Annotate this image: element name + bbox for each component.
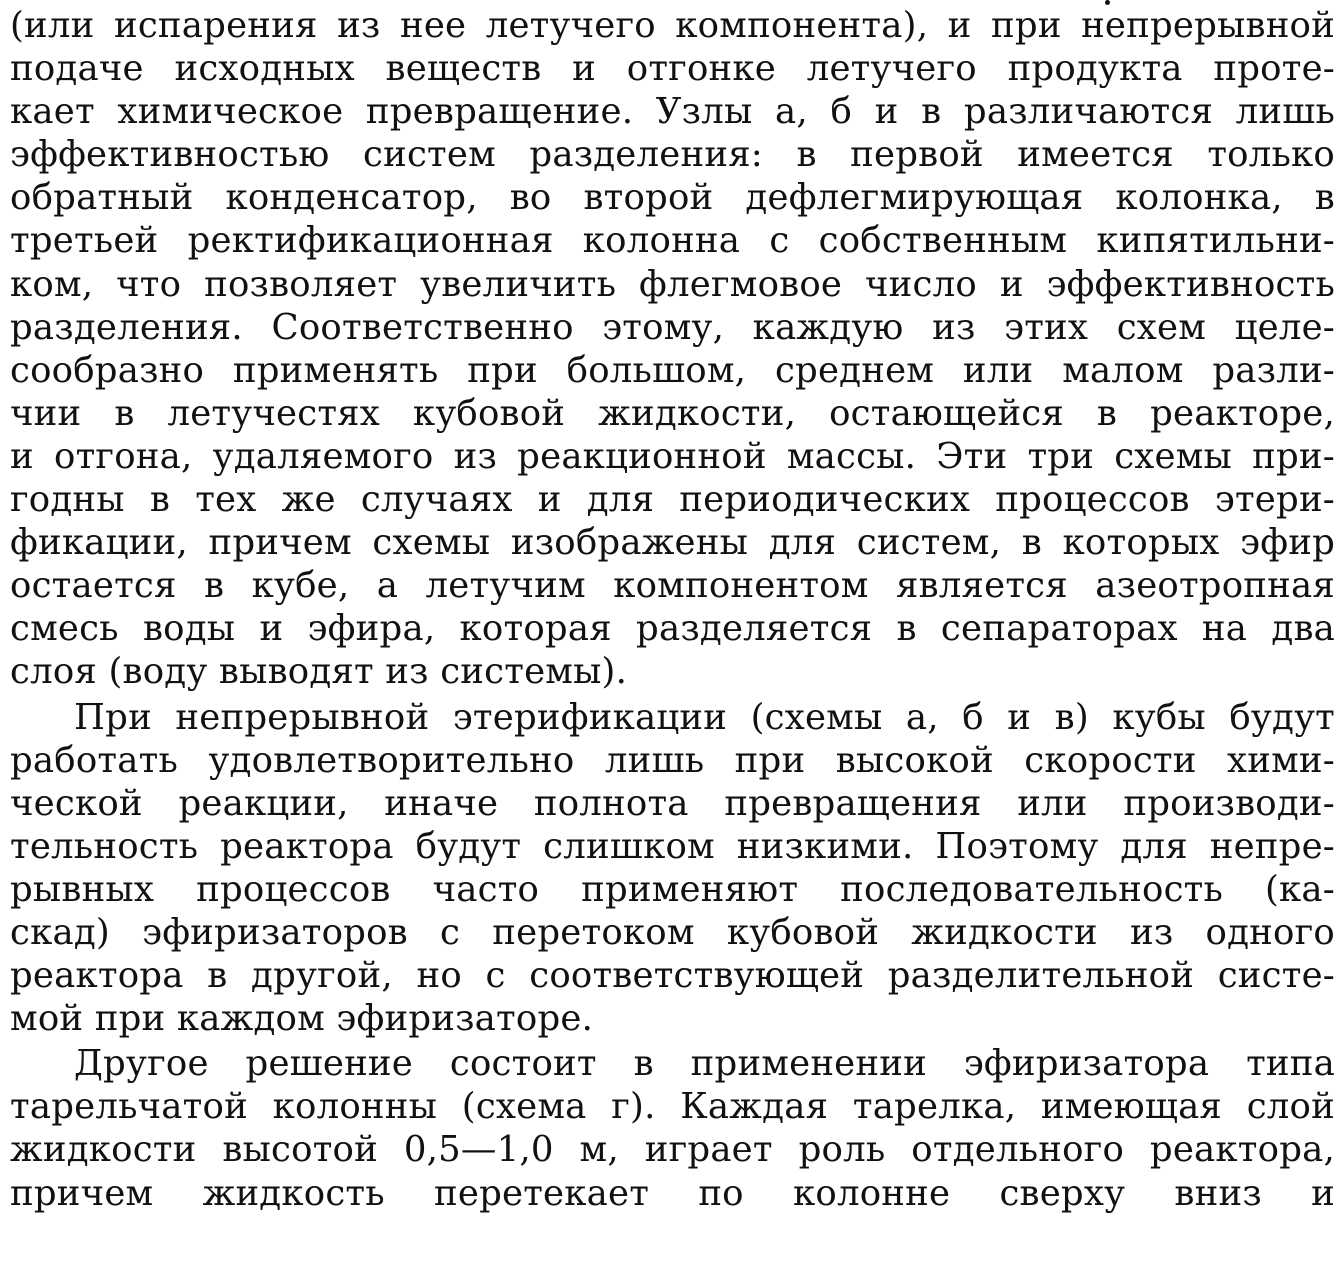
text-line: ческой реакции, иначе полнота превращения или производи-: [10, 782, 1335, 824]
text-line: (или испарения из нее летучего компонента), и при непрерывной: [10, 5, 1335, 46]
text-line: сообразно применять при большом, среднем или малом разли-: [10, 349, 1335, 391]
ink-speck: [1105, 0, 1110, 5]
text-line: третьей ректификационная колонна с собственным кипятильни-: [10, 220, 1335, 262]
text-line: работать удовлетворительно лишь при высокой скорости хими-: [10, 739, 1335, 781]
text-body: [10, 4, 1335, 1215]
text-line: реактора в другой, но с соответствующей разделительной систе-: [10, 955, 1335, 997]
text-line: обратный конденсатор, во второй дефлегмирующая колонка, в: [10, 177, 1335, 219]
text-line: годны в тех же случаях и для периодических процессов этери-: [10, 479, 1335, 521]
text-line: чии в летучестях кубовой жидкости, остающейся в реакторе,: [10, 392, 1335, 434]
text-line: слоя (воду выводят из системы).: [10, 651, 628, 693]
text-line: смесь воды и эфира, которая разделяется в сепараторах на два: [10, 608, 1335, 650]
paragraph-3: [10, 1042, 1335, 1214]
text-line: разделения. Соответственно этому, каждую из этих схем целе-: [10, 306, 1335, 348]
text-line: подаче исходных веществ и отгонке летучего продукта проте-: [10, 48, 1335, 90]
text-line: эффективностью систем разделения: в первой имеется только: [10, 134, 1335, 176]
paragraph-2: [10, 696, 1335, 1041]
text-line: кает химическое превращение. Узлы а, б и в различаются лишь: [10, 91, 1335, 133]
text-line: причем жидкость перетекает по колонне сверху вниз и: [10, 1172, 1335, 1214]
text-line: фикации, причем схемы изображены для систем, в которых эфир: [10, 522, 1335, 564]
text-line: тельность реактора будут слишком низкими. Поэтому для непре-: [10, 825, 1335, 867]
text-line: При непрерывной этерификации (схемы а, б и в) кубы будут: [74, 696, 1335, 738]
text-line: жидкости высотой 0,5—1,0 м, играет роль отдельного реактора,: [10, 1129, 1335, 1171]
paragraph-1: [10, 4, 1335, 694]
text-line: ком, что позволяет увеличить флегмовое число и эффективность: [10, 263, 1335, 305]
text-line: и отгона, удаляемого из реакционной массы. Эти три схемы при-: [10, 435, 1335, 477]
text-line: остается в кубе, а летучим компонентом является азеотропная: [10, 565, 1335, 607]
text-line: скад) эфиризаторов с перетоком кубовой жидкости из одного: [10, 911, 1335, 953]
text-line: рывных процессов часто применяют последовательность (ка-: [10, 868, 1335, 910]
text-line: мой при каждом эфиризаторе.: [10, 998, 594, 1040]
text-line: тарельчатой колонны (схема г). Каждая тарелка, имеющая слой: [10, 1086, 1335, 1128]
text-line: Другое решение состоит в применении эфиризатора типа: [74, 1043, 1335, 1085]
